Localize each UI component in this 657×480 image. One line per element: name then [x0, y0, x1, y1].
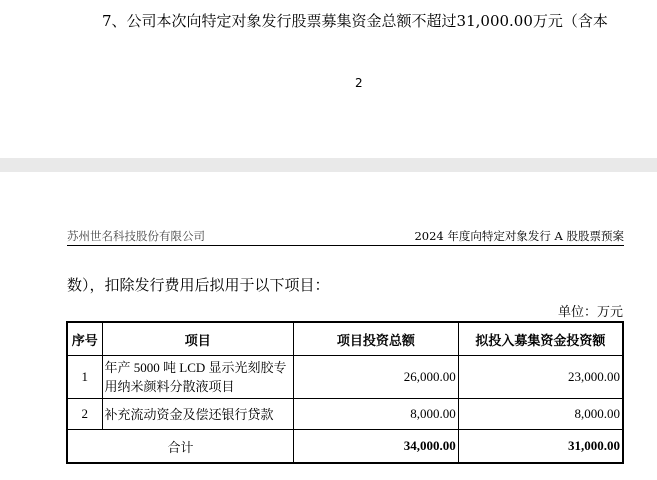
- table-header-row: [67, 322, 623, 356]
- cell-sum-label: 合计: [67, 430, 294, 464]
- header-rule: [67, 245, 624, 246]
- table-sum-row: [67, 430, 623, 464]
- header-seq: 序号: [67, 322, 102, 356]
- cell-seq: 2: [67, 399, 102, 430]
- header-raised-investment: 拟投入募集资金投资额: [458, 322, 623, 356]
- header-total-investment: 项目投资总额: [294, 322, 459, 356]
- header-company-name: 苏州世名科技股份有限公司: [67, 229, 205, 243]
- cell-raise: 23,000.00: [458, 356, 623, 399]
- cell-item: 年产 5000 吨 LCD 显示光刻胶专用纳米颜料分散液项目: [102, 356, 294, 399]
- header-document-title: 2024 年度向特定对象发行 A 股股票预案: [414, 229, 624, 243]
- cell-total: 8,000.00: [294, 399, 459, 430]
- paragraph-item-7: 7、公司本次向特定对象发行股票募集资金总额不超过31,000.00万元（含本: [102, 12, 608, 30]
- cell-seq: 1: [67, 356, 102, 399]
- unit-label: 单位：万元: [557, 305, 623, 320]
- cell-raise: 8,000.00: [458, 399, 623, 430]
- cell-total: 26,000.00: [294, 356, 459, 399]
- page-gap: [0, 158, 657, 172]
- table-row: [67, 399, 623, 430]
- paragraph-continuation: 数），扣除发行费用后拟用于以下项目：: [67, 276, 330, 294]
- table-row: [67, 356, 623, 399]
- header-item: 项目: [102, 322, 294, 356]
- cell-sum-raise: 31,000.00: [458, 430, 623, 464]
- cell-sum-total: 34,000.00: [294, 430, 459, 464]
- cell-item: 补充流动资金及偿还银行贷款: [102, 399, 294, 430]
- page-number: 2: [355, 76, 363, 90]
- project-table: [66, 321, 624, 464]
